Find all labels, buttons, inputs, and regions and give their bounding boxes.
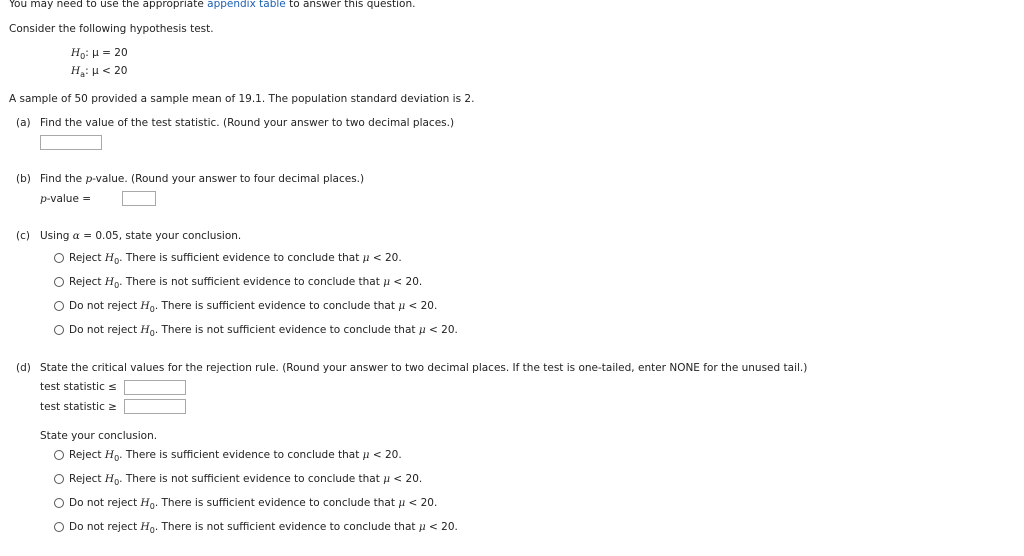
c-option-2-radio[interactable]	[54, 277, 64, 287]
d-option-4-mu: μ	[418, 521, 426, 533]
c-option-3-sub: 0	[149, 305, 155, 314]
d-option-4-label[interactable]	[69, 521, 458, 533]
h0-relation: : μ = 20	[85, 47, 128, 59]
c-option-3-mu: μ	[398, 300, 406, 312]
d-option-2-pre: Reject	[69, 473, 102, 485]
part-b-label: (b)	[16, 173, 31, 185]
d-option-2-tail: < 20.	[393, 473, 423, 485]
d-option-3-sub: 0	[149, 502, 155, 511]
part-c-question-post: = 0.05, state your conclusion.	[83, 230, 242, 242]
c-option-3-radio[interactable]	[54, 301, 64, 311]
d-option-1-label[interactable]	[69, 449, 402, 461]
critical-le-label: test statistic ≤	[40, 381, 117, 393]
part-d-label: (d)	[16, 362, 31, 374]
d-option-2-h: H	[104, 473, 115, 485]
d-option-1-h: H	[104, 449, 115, 461]
null-hypothesis	[71, 47, 128, 59]
d-option-1-post: . There is sufficient evidence to conclude that	[119, 449, 360, 461]
part-b-question-pre: Find the	[40, 173, 83, 185]
d-option-3-radio[interactable]	[54, 498, 64, 508]
part-a-question: Find the value of the test statistic. (Round your answer to two decimal places.)	[40, 117, 455, 129]
alternative-hypothesis	[71, 65, 127, 77]
intro-text-after: to answer this question.	[289, 0, 416, 10]
c-option-4-mu: μ	[418, 324, 426, 336]
intro-line	[9, 0, 415, 10]
intro-text-before: You may need to use the appropriate	[9, 0, 204, 10]
d-option-3-h: H	[140, 497, 150, 509]
c-option-2-pre: Reject	[69, 276, 102, 288]
d-option-2-radio[interactable]	[54, 474, 64, 484]
d-option-4-pre: Do not reject	[69, 521, 138, 533]
d-option-2-mu: μ	[383, 473, 391, 485]
ha-symbol: H	[71, 65, 81, 77]
h0-symbol: H	[71, 47, 81, 59]
h0-subscript: 0	[80, 52, 86, 61]
ha-relation: : μ < 20	[85, 65, 128, 77]
part-d-question: State the critical values for the rejection rule. (Round your answer to two decimal places. If the test is one-tailed, enter NONE for the unused tail.)	[40, 362, 808, 374]
d-option-3-tail: < 20.	[408, 497, 438, 509]
p-value-label	[40, 193, 91, 205]
d-option-4-h: H	[140, 521, 150, 533]
c-option-3-tail: < 20.	[408, 300, 438, 312]
critical-ge-label: test statistic ≥	[40, 401, 117, 413]
c-option-4-tail: < 20.	[429, 324, 458, 336]
d-option-2-sub: 0	[114, 478, 120, 487]
c-option-2-mu: μ	[383, 276, 391, 288]
c-option-3-pre: Do not reject	[69, 300, 138, 312]
c-option-4-h: H	[140, 324, 150, 336]
c-option-1-pre: Reject	[69, 252, 102, 264]
d-option-3-pre: Do not reject	[69, 497, 138, 509]
consider-text: Consider the following hypothesis test.	[9, 23, 214, 35]
part-b-question-var: p	[85, 173, 93, 185]
p-value-input[interactable]	[122, 191, 156, 206]
d-option-1-tail: < 20.	[372, 449, 402, 461]
d-option-1-pre: Reject	[69, 449, 102, 461]
d-option-3-post: . There is sufficient evidence to conclude that	[154, 497, 395, 509]
d-option-4-tail: < 20.	[429, 521, 458, 533]
d-option-3-mu: μ	[398, 497, 406, 509]
d-option-1-mu: μ	[362, 449, 370, 461]
c-option-1-label[interactable]	[69, 252, 402, 264]
test-statistic-input[interactable]	[40, 135, 102, 150]
d-option-3-label[interactable]	[69, 497, 437, 509]
c-option-1-sub: 0	[114, 257, 120, 266]
c-option-1-h: H	[104, 252, 115, 264]
p-value-label-var: p	[40, 193, 47, 205]
c-option-2-sub: 0	[114, 281, 120, 290]
c-option-2-tail: < 20.	[393, 276, 423, 288]
d-option-2-label[interactable]	[69, 473, 422, 485]
c-option-1-radio[interactable]	[54, 253, 64, 263]
p-value-label-text: -value =	[46, 193, 92, 205]
c-option-2-label[interactable]	[69, 276, 422, 288]
c-option-4-sub: 0	[149, 329, 155, 338]
part-b-question-post: -value. (Round your answer to four decimal places.)	[92, 173, 365, 185]
d-option-4-post: . There is not sufficient evidence to conclude that	[154, 521, 416, 533]
alpha-symbol: α	[72, 230, 80, 242]
sample-description: A sample of 50 provided a sample mean of 19.1. The population standard deviation is 2.	[9, 93, 475, 105]
part-c-question	[40, 230, 241, 242]
d-option-1-radio[interactable]	[54, 450, 64, 460]
c-option-1-tail: < 20.	[372, 252, 402, 264]
c-option-3-label[interactable]	[69, 300, 437, 312]
critical-ge-input[interactable]	[124, 399, 186, 414]
c-option-3-h: H	[140, 300, 150, 312]
d-option-4-sub: 0	[149, 526, 155, 535]
c-option-4-radio[interactable]	[54, 325, 64, 335]
part-c-label: (c)	[16, 230, 30, 242]
c-option-4-post: . There is not sufficient evidence to conclude that	[154, 324, 416, 336]
c-option-2-post: . There is not sufficient evidence to conclude that	[119, 276, 380, 288]
part-c-question-pre: Using	[40, 230, 70, 242]
d-option-1-sub: 0	[114, 454, 120, 463]
critical-le-input[interactable]	[124, 380, 186, 395]
state-conclusion-text: State your conclusion.	[40, 430, 158, 442]
c-option-1-mu: μ	[362, 252, 370, 264]
d-option-2-post: . There is not sufficient evidence to conclude that	[119, 473, 380, 485]
c-option-3-post: . There is sufficient evidence to conclude that	[154, 300, 395, 312]
part-b-question	[40, 173, 364, 185]
d-option-4-radio[interactable]	[54, 522, 64, 532]
c-option-4-pre: Do not reject	[69, 324, 138, 336]
ha-subscript: a	[80, 70, 86, 79]
c-option-2-h: H	[104, 276, 115, 288]
appendix-table-link[interactable]: appendix table	[207, 0, 286, 10]
c-option-4-label[interactable]	[69, 324, 458, 336]
c-option-1-post: . There is sufficient evidence to conclude that	[119, 252, 360, 264]
part-a-label: (a)	[16, 117, 31, 129]
